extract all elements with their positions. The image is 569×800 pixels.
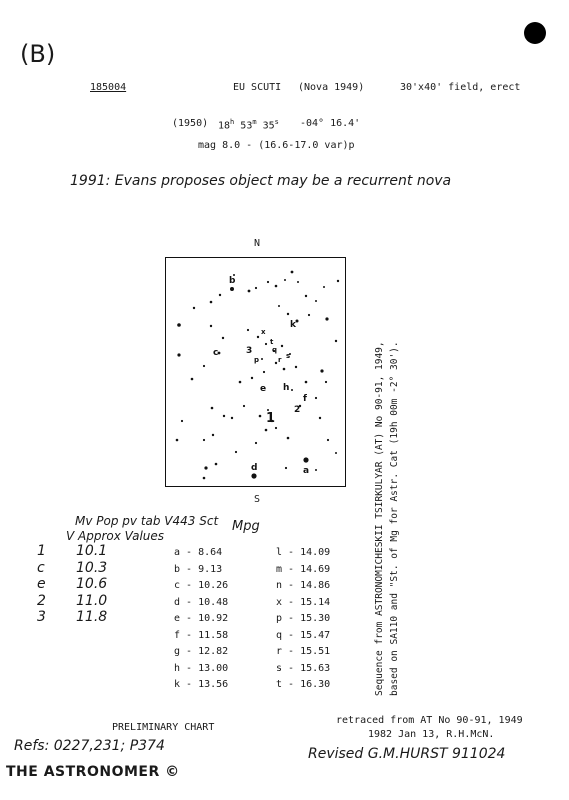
sequence-entry: l - 14.09 <box>276 547 331 558</box>
preliminary-chart-label: PRELIMINARY CHART <box>112 722 215 733</box>
hand-label: e <box>37 576 46 592</box>
hand-value: 10.3 <box>76 559 108 576</box>
chart-label-e: e <box>260 384 267 394</box>
south-label: S <box>254 494 261 505</box>
hand-value: 10.6 <box>76 576 108 592</box>
chart-label-x: x <box>261 328 266 336</box>
epoch: (1950) <box>172 118 209 129</box>
sequence-source-note <box>372 341 402 696</box>
sequence-column-right <box>276 545 330 694</box>
mpg-header: Mpg <box>232 519 260 534</box>
chart-label-t: t <box>270 338 274 346</box>
chart-label-3: 3 <box>246 346 253 356</box>
sequence-entry: q - 15.47 <box>276 629 331 641</box>
sequence-entry: f - 11.58 <box>174 629 229 641</box>
magnitude-line: mag 8.0 - (16.6-17.0 var)p <box>198 140 355 151</box>
chart-label-1: 1 <box>266 411 276 426</box>
hand-label: c <box>37 559 45 576</box>
hand-value: 11.0 <box>76 592 108 609</box>
chart-label-q: q <box>272 346 278 354</box>
hand-header-line-2: V Approx Values <box>66 529 165 543</box>
chart-label-b: b <box>229 276 236 286</box>
sequence-entry: m - 14.69 <box>276 563 331 575</box>
chart-label-a: a <box>303 466 310 476</box>
finder-chart <box>165 257 346 487</box>
sequence-entry: r - 15.51 <box>276 646 331 657</box>
chart-label-r: r <box>278 356 282 364</box>
sequence-entry: e - 10.92 <box>174 613 229 624</box>
north-label: N <box>254 238 261 249</box>
hand-value: 10.1 <box>76 543 108 559</box>
hand-values-numbers <box>76 543 107 626</box>
side-note-line-2: based on SA110 and "St. of Mg for Astr. Cat (19h 00m -2° 30'). <box>389 341 400 696</box>
hand-label: 3 <box>37 609 46 625</box>
revised-note: Revised G.M.HURST 911024 <box>308 746 506 762</box>
chart-label-2: 2 <box>294 405 301 415</box>
sequence-column-left <box>174 545 228 694</box>
sequence-entry: t - 16.30 <box>276 679 331 690</box>
declination: -04° 16.4' <box>300 118 361 129</box>
star-field <box>166 258 347 488</box>
registration-dot <box>524 22 546 44</box>
retraced-line: retraced from AΤ No 90-91, 1949 <box>336 715 523 726</box>
sequence-entry: p - 15.30 <box>276 613 331 624</box>
hand-value: 11.8 <box>76 609 108 625</box>
chart-label-f: f <box>303 394 307 404</box>
sequence-entry: n - 14.86 <box>276 580 331 591</box>
chart-label-c: c <box>213 348 219 358</box>
stars <box>176 271 340 480</box>
hand-label: 2 <box>37 592 46 609</box>
chart-label-p: p <box>254 356 260 364</box>
the-astronomer-credit: THE ASTRONOMER © <box>6 764 180 780</box>
hand-label: 1 <box>37 543 46 559</box>
sequence-entry: c - 10.26 <box>174 580 229 591</box>
retrace-date-line: 1982 Jan 13, R.H.McN. <box>368 729 495 740</box>
sequence-entry: h - 13.00 <box>174 662 229 674</box>
chart-label-h: h <box>283 383 290 393</box>
chart-label-s: s <box>286 352 291 360</box>
sequence-entry: g - 12.82 <box>174 646 229 657</box>
sequence-entry: d - 10.48 <box>174 596 229 608</box>
object-nova-year: (Nova 1949) <box>298 82 365 93</box>
section-label-b: (B) <box>20 40 56 68</box>
right-ascension: 18$^h$ 53$^m$ 35$^s$ <box>218 118 279 132</box>
chart-label-k: k <box>290 320 296 330</box>
field-info: 30'x40' field, erect <box>400 82 521 93</box>
sequence-entry: x - 15.14 <box>276 596 331 608</box>
object-name: EU SCUTI <box>233 82 282 93</box>
references-note: Refs: 0227,231; P374 <box>14 738 165 754</box>
sequence-entry: k - 13.56 <box>174 679 229 690</box>
side-note-line-1: Sequence from ASTRONOMICHESKII TSIRKULYAR (AΤ) No 90-91, 1949, <box>374 341 385 696</box>
hand-header-line-1: Mv Pop pv tab V443 Sct <box>75 514 219 528</box>
reference-number: 185004 <box>90 82 127 93</box>
note-1991: 1991: Evans proposes object may be a recurrent nova <box>70 173 452 189</box>
sequence-entry: a - 8.64 <box>174 547 223 558</box>
chart-label-d: d <box>251 463 258 473</box>
hand-values-labels <box>37 543 46 626</box>
sequence-entry: s - 15.63 <box>276 662 331 674</box>
sequence-entry: b - 9.13 <box>174 563 223 575</box>
